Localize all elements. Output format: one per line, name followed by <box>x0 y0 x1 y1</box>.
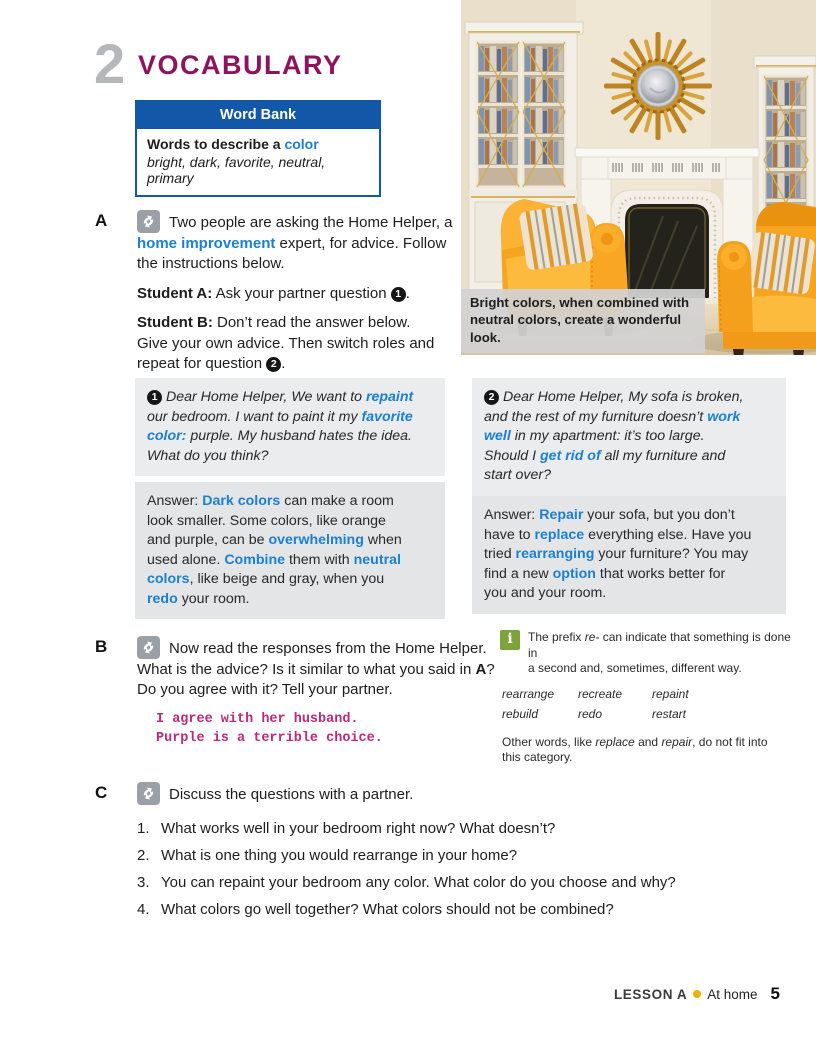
discussion-questions <box>137 815 735 923</box>
lesson-label: LESSON A <box>613 986 688 1002</box>
section-a-intro: Two people are asking the Home Helper, a home improvement expert, for advice. Follow the instructions below. <box>137 210 475 275</box>
question-1-box: 1 Dear Home Helper, We want to repaint our bedroom. I want to paint it my favorite color: purple. My husband hates the idea. What do you think? <box>135 378 445 476</box>
number-2-badge: 2 <box>266 357 281 372</box>
answer-1-box: Answer: Dark colors can make a room look smaller. Some colors, like orange and purple, can be overwhelming when used alone. Combine them with neutral colors, like beige and gray, when you redo your room. <box>135 482 445 619</box>
word-bank-highlight: color <box>284 136 319 152</box>
question-2-box: 2 Dear Home Helper, My sofa is broken, and the rest of my furniture doesn’t work well in my apartment: it’s too large. Should I get rid of all my furniture and start over? <box>472 378 786 496</box>
pair-work-icon <box>137 782 160 805</box>
student-a-instruction: Student A: Ask your partner question 1 . <box>137 284 410 302</box>
section-c-label: C <box>95 783 108 802</box>
question-row: 1. What works well in your bedroom right now? What doesn’t? <box>137 819 556 837</box>
word-bank-box <box>135 100 381 197</box>
page-footer <box>614 984 780 1004</box>
word-bank-header: Word Bank <box>137 102 379 129</box>
info-outro: Other words, like replace and repair, do not fit into this category. <box>502 734 768 764</box>
word-bank-label: Words to describe a color <box>147 136 319 152</box>
pair-work-icon <box>137 636 160 659</box>
number-1-badge: 1 <box>147 390 162 405</box>
handwritten-answer-note: I agree with her husband. Purple is a terrible choice. <box>156 712 383 746</box>
page-title: VOCABULARY <box>138 50 343 80</box>
lesson-topic: At home <box>707 986 758 1002</box>
student-b-instruction: Student B: Don’t read the answer below. Give your own advice. Then switch roles and repeat for question 2 . <box>137 314 435 372</box>
number-2-badge: 2 <box>484 390 499 405</box>
question-row: 4. What colors go well together? What colors should not be combined? <box>137 900 614 918</box>
section-a <box>95 210 475 384</box>
section-c-instruction: Discuss the questions with a partner. <box>137 782 735 806</box>
section-b-label: B <box>95 637 108 656</box>
section-b <box>95 636 515 710</box>
living-room-photo <box>461 0 816 355</box>
unit-number: 2 <box>94 32 126 95</box>
info-icon: i <box>500 630 520 650</box>
prefix-info-box <box>500 630 796 778</box>
section-a-label: A <box>95 211 108 230</box>
footer-dot-icon <box>693 990 701 998</box>
photo-caption: Bright colors, when combined with neutral colors, create a wonderful look. <box>461 289 705 354</box>
pair-work-icon <box>137 210 160 233</box>
word-bank-words: bright, dark, favorite, neutral, primary <box>147 154 326 186</box>
question-row: 3. You can repaint your bedroom any color. What color do you choose and why? <box>137 873 676 891</box>
number-1-badge: 1 <box>391 287 406 302</box>
info-intro: The prefix re- can indicate that something is done in a second and, sometimes, different way. <box>528 630 791 675</box>
question-row: 2. What is one thing you would rearrange in your home? <box>137 846 518 864</box>
page-number: 5 <box>770 984 780 1003</box>
re-word-list: rearrange recreate repaint rebuild redo restart <box>502 686 689 721</box>
answer-2-box: Answer: Repair your sofa, but you don’t have to replace everything else. Have you tried rearranging your furniture? You may find a new option that works better for you and your room. <box>472 496 786 614</box>
section-b-instruction: Now read the responses from the Home Helper. What is the advice? Is it similar to what you said in A? Do you agree with it? Tell your partner. <box>137 636 515 701</box>
word-bank-body <box>137 129 379 195</box>
section-c <box>95 782 735 923</box>
